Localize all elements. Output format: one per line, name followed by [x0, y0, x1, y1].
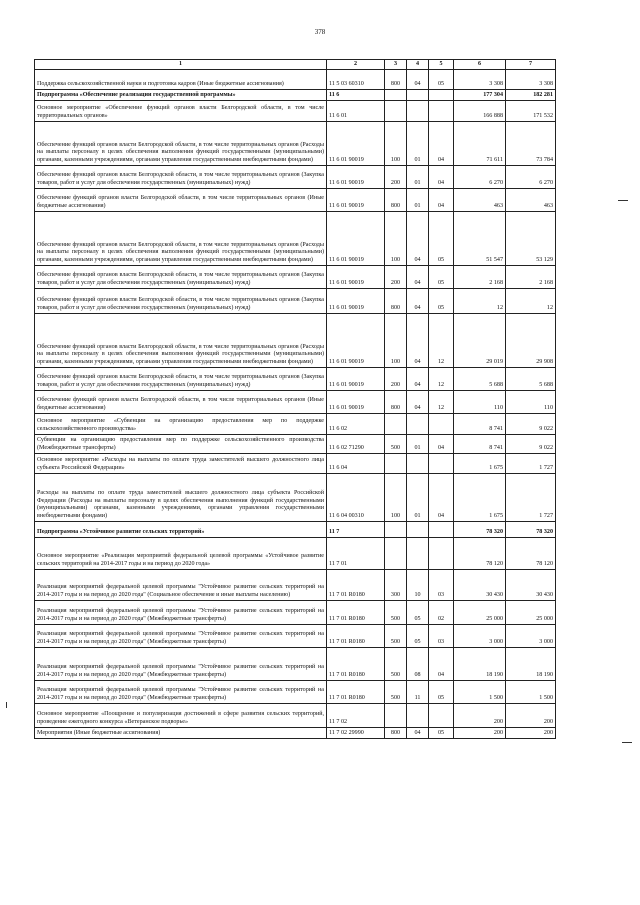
row-vr [385, 538, 407, 570]
row-vr [385, 101, 407, 122]
row-name: Расходы на выплаты по оплате труда заместителей высшего должностного лица субъекта Российской Федерации (Расходы на выплаты персоналу в целях обеспечения выполнения функций государственными (муниципальными) органами, казенными учреждениями, органами управления государственными внебюджетными фондами) [35, 474, 327, 522]
row-sum-1: 200 [454, 704, 506, 728]
row-vr [385, 522, 407, 538]
row-code: 11 7 01 R0180 [327, 648, 385, 681]
budget-table [34, 59, 556, 739]
row-sum-2: 3 000 [506, 625, 556, 648]
row-sum-1: 78 320 [454, 522, 506, 538]
row-sum-1: 12 [454, 289, 506, 314]
row-rz: 04 [407, 266, 429, 289]
row-vr [385, 704, 407, 728]
row-sum-2: 18 190 [506, 648, 556, 681]
header-col-4: 4 [407, 60, 429, 70]
row-sum-2: 9 022 [506, 435, 556, 454]
row-name: Обеспечение функций органов власти Белгородской области, в том числе территориальных органов (Расходы на выплаты персоналу в целях обеспечения выполнения функций государственными (муниципальными) органами, казенными учреждениями, органами управления государственными внебюджетными фондами) [35, 122, 327, 166]
table-row [35, 391, 556, 414]
header-col-1: 1 [35, 60, 327, 70]
table-row [35, 101, 556, 122]
row-name: Субвенции на организацию предоставления мер по поддержке сельскохозяйственного производства (Межбюджетные трансферты) [35, 435, 327, 454]
row-sum-2: 12 [506, 289, 556, 314]
row-pr: 12 [429, 368, 454, 391]
row-sum-2: 1 727 [506, 474, 556, 522]
row-sum-1: 30 430 [454, 570, 506, 601]
row-sum-1: 2 168 [454, 266, 506, 289]
row-sum-2: 3 308 [506, 70, 556, 90]
row-sum-2: 182 281 [506, 90, 556, 101]
table-row [35, 704, 556, 728]
row-code: 11 6 04 [327, 454, 385, 474]
row-rz: 05 [407, 625, 429, 648]
row-rz: 04 [407, 728, 429, 739]
row-rz [407, 414, 429, 435]
row-sum-1: 8 741 [454, 414, 506, 435]
row-pr: 05 [429, 728, 454, 739]
row-name: Обеспечение функций органов власти Белгородской области, в том числе территориальных органов (Закупка товаров, работ и услуг для обеспечения государственных (муниципальных) нужд) [35, 289, 327, 314]
row-pr [429, 414, 454, 435]
table-row [35, 314, 556, 368]
row-rz: 01 [407, 166, 429, 189]
table-row [35, 189, 556, 212]
row-sum-1: 18 190 [454, 648, 506, 681]
row-code: 11 6 01 90019 [327, 266, 385, 289]
row-code: 11 7 01 R0180 [327, 601, 385, 625]
row-rz: 04 [407, 70, 429, 90]
row-rz: 11 [407, 681, 429, 704]
row-pr: 04 [429, 435, 454, 454]
row-sum-2: 30 430 [506, 570, 556, 601]
row-sum-2: 2 168 [506, 266, 556, 289]
row-code: 11 7 [327, 522, 385, 538]
row-name: Поддержка сельскохозяйственной науки и подготовка кадров (Иные бюджетные ассигнования) [35, 70, 327, 90]
table-header-row [35, 60, 556, 70]
row-rz: 04 [407, 314, 429, 368]
row-pr: 05 [429, 289, 454, 314]
row-pr: 12 [429, 391, 454, 414]
row-pr: 04 [429, 122, 454, 166]
row-sum-1: 78 120 [454, 538, 506, 570]
header-col-5: 5 [429, 60, 454, 70]
table-row [35, 212, 556, 266]
row-sum-2: 463 [506, 189, 556, 212]
row-sum-2: 25 000 [506, 601, 556, 625]
row-rz: 10 [407, 570, 429, 601]
row-rz [407, 538, 429, 570]
row-vr: 800 [385, 728, 407, 739]
row-rz [407, 522, 429, 538]
row-name: Реализация мероприятий федеральной целевой программы "Устойчивое развитие сельских территорий на 2014-2017 годы и на период до 2020 года" (Межбюджетные трансферты) [35, 625, 327, 648]
row-name: Обеспечение функций органов власти Белгородской области, в том числе территориальных органов (Закупка товаров, работ и услуг для обеспечения государственных (муниципальных) нужд) [35, 266, 327, 289]
row-sum-1: 166 888 [454, 101, 506, 122]
row-vr: 500 [385, 681, 407, 704]
row-vr: 800 [385, 189, 407, 212]
row-sum-2: 6 270 [506, 166, 556, 189]
table-row [35, 648, 556, 681]
row-pr: 02 [429, 601, 454, 625]
row-sum-1: 6 270 [454, 166, 506, 189]
row-rz: 04 [407, 391, 429, 414]
row-rz: 04 [407, 289, 429, 314]
row-code: 11 6 01 90019 [327, 314, 385, 368]
row-code: 11 7 01 [327, 538, 385, 570]
row-pr [429, 90, 454, 101]
row-sum-1: 3 000 [454, 625, 506, 648]
row-sum-1: 3 308 [454, 70, 506, 90]
row-pr [429, 522, 454, 538]
row-name: Основное мероприятие «Расходы на выплаты по оплате труда заместителей высшего должностного лица субъекта Российской Федерации» [35, 454, 327, 474]
table-row [35, 454, 556, 474]
row-rz [407, 90, 429, 101]
row-sum-1: 8 741 [454, 435, 506, 454]
table-row [35, 414, 556, 435]
row-sum-2: 9 022 [506, 414, 556, 435]
row-code: 11 6 01 90019 [327, 212, 385, 266]
row-code: 11 6 01 90019 [327, 368, 385, 391]
row-code: 11 7 02 [327, 704, 385, 728]
row-name: Обеспечение функций органов власти Белгородской области, в том числе территориальных органов (Расходы на выплаты персоналу в целях обеспечения выполнения функций государственными (муниципальными) органами, казенными учреждениями, органами управления государственными внебюджетными фондами) [35, 212, 327, 266]
table-row [35, 368, 556, 391]
row-pr: 05 [429, 266, 454, 289]
row-pr [429, 454, 454, 474]
row-pr: 03 [429, 625, 454, 648]
row-sum-1: 110 [454, 391, 506, 414]
row-pr: 05 [429, 70, 454, 90]
row-pr: 04 [429, 648, 454, 681]
row-pr: 03 [429, 570, 454, 601]
row-vr: 200 [385, 266, 407, 289]
row-code: 11 6 01 90019 [327, 166, 385, 189]
row-code: 11 6 [327, 90, 385, 101]
row-code: 11 6 01 90019 [327, 391, 385, 414]
table-row [35, 625, 556, 648]
table-row [35, 166, 556, 189]
row-sum-1: 463 [454, 189, 506, 212]
table-row [35, 601, 556, 625]
row-sum-1: 25 000 [454, 601, 506, 625]
row-sum-1: 29 019 [454, 314, 506, 368]
table-row [35, 70, 556, 90]
row-code: 11 5 03 60310 [327, 70, 385, 90]
row-code: 11 7 02 29990 [327, 728, 385, 739]
row-name: Подпрограмма «Обеспечение реализации государственной программы» [35, 90, 327, 101]
table-row [35, 522, 556, 538]
row-code: 11 6 01 90019 [327, 122, 385, 166]
row-rz: 01 [407, 435, 429, 454]
scan-mark [622, 742, 632, 743]
row-sum-2: 73 784 [506, 122, 556, 166]
table-body [35, 70, 556, 739]
row-code: 11 7 01 R0180 [327, 625, 385, 648]
row-vr: 200 [385, 368, 407, 391]
table-row [35, 570, 556, 601]
row-pr [429, 538, 454, 570]
row-pr: 04 [429, 474, 454, 522]
row-code: 11 6 04 00310 [327, 474, 385, 522]
row-rz: 08 [407, 648, 429, 681]
row-sum-2: 78 120 [506, 538, 556, 570]
row-pr: 05 [429, 681, 454, 704]
row-sum-1: 5 688 [454, 368, 506, 391]
row-pr: 04 [429, 166, 454, 189]
row-pr [429, 101, 454, 122]
row-name: Обеспечение функций органов власти Белгородской области, в том числе территориальных органов (Иные бюджетные ассигнования) [35, 189, 327, 212]
header-col-2: 2 [327, 60, 385, 70]
row-vr: 500 [385, 601, 407, 625]
row-code: 11 7 01 R0180 [327, 681, 385, 704]
row-rz [407, 101, 429, 122]
header-col-6: 6 [454, 60, 506, 70]
row-vr: 200 [385, 166, 407, 189]
table-row [35, 289, 556, 314]
row-vr [385, 454, 407, 474]
row-vr: 300 [385, 570, 407, 601]
row-sum-2: 78 320 [506, 522, 556, 538]
table-row [35, 266, 556, 289]
row-code: 11 6 02 [327, 414, 385, 435]
row-code: 11 6 01 90019 [327, 289, 385, 314]
row-pr [429, 704, 454, 728]
row-sum-1: 1 675 [454, 454, 506, 474]
table-row [35, 122, 556, 166]
row-vr: 100 [385, 314, 407, 368]
row-sum-2: 5 688 [506, 368, 556, 391]
row-rz: 04 [407, 212, 429, 266]
header-col-7: 7 [506, 60, 556, 70]
row-code: 11 6 02 71290 [327, 435, 385, 454]
row-rz: 05 [407, 601, 429, 625]
row-rz: 01 [407, 189, 429, 212]
row-name: Обеспечение функций органов власти Белгородской области, в том числе территориальных органов (Закупка товаров, работ и услуг для обеспечения государственных (муниципальных) нужд) [35, 368, 327, 391]
header-col-3: 3 [385, 60, 407, 70]
table-row [35, 474, 556, 522]
row-vr: 800 [385, 70, 407, 90]
row-pr: 05 [429, 212, 454, 266]
row-vr: 100 [385, 474, 407, 522]
row-sum-2: 171 532 [506, 101, 556, 122]
row-pr: 04 [429, 189, 454, 212]
row-vr [385, 90, 407, 101]
row-name: Обеспечение функций органов власти Белгородской области, в том числе территориальных органов (Закупка товаров, работ и услуг для обеспечения государственных (муниципальных) нужд) [35, 166, 327, 189]
row-rz [407, 704, 429, 728]
row-name: Подпрограмма «Устойчивое развитие сельских территорий» [35, 522, 327, 538]
row-name: Реализация мероприятий федеральной целевой программы "Устойчивое развитие сельских территорий на 2014-2017 годы и на период до 2020 года" (Межбюджетные трансферты) [35, 648, 327, 681]
scan-mark [6, 702, 7, 708]
row-sum-2: 1 500 [506, 681, 556, 704]
row-vr [385, 414, 407, 435]
row-name: Основное мероприятие «Поощрение и популяризация достижений в сфере развития сельских территорий, проведение ежегодного конкурса «Ветеранское подворье» [35, 704, 327, 728]
row-name: Обеспечение функций органов власти Белгородской области, в том числе территориальных органов (Расходы на выплаты персоналу в целях обеспечения выполнения функций государственными (муниципальными) органами, казенными учреждениями, органами управления государственными внебюджетными фондами) [35, 314, 327, 368]
row-name: Реализация мероприятий федеральной целевой программы "Устойчивое развитие сельских территорий на 2014-2017 годы и на период до 2020 года" (Межбюджетные трансферты) [35, 601, 327, 625]
row-vr: 800 [385, 391, 407, 414]
row-vr: 800 [385, 289, 407, 314]
row-name: Основное мероприятие «Реализация мероприятий федеральной целевой программы «Устойчивое развитие сельских территорий на 2014-2017 годы и на период до 2020 года» [35, 538, 327, 570]
table-row [35, 435, 556, 454]
page-number: 378 [314, 28, 326, 36]
row-vr: 100 [385, 122, 407, 166]
scan-mark [618, 200, 628, 201]
row-name: Основное мероприятие «Субвенции на организацию предоставления мер по поддержке сельскохозяйственного производства» [35, 414, 327, 435]
row-code: 11 7 01 R0180 [327, 570, 385, 601]
row-sum-1: 71 611 [454, 122, 506, 166]
row-pr: 12 [429, 314, 454, 368]
row-sum-2: 200 [506, 728, 556, 739]
row-sum-2: 200 [506, 704, 556, 728]
row-rz [407, 454, 429, 474]
table-row [35, 538, 556, 570]
row-sum-1: 177 304 [454, 90, 506, 101]
row-sum-2: 110 [506, 391, 556, 414]
row-vr: 500 [385, 625, 407, 648]
table-row [35, 728, 556, 739]
row-name: Мероприятия (Иные бюджетные ассигнования) [35, 728, 327, 739]
table-row [35, 681, 556, 704]
row-sum-2: 1 727 [506, 454, 556, 474]
table-row [35, 90, 556, 101]
row-name: Основное мероприятие «Обеспечение функций органов власти Белгородской области, в том числе территориальных органов» [35, 101, 327, 122]
row-rz: 04 [407, 368, 429, 391]
row-rz: 01 [407, 474, 429, 522]
row-sum-1: 51 547 [454, 212, 506, 266]
row-code: 11 6 01 90019 [327, 189, 385, 212]
row-vr: 100 [385, 212, 407, 266]
row-sum-2: 29 908 [506, 314, 556, 368]
row-name: Обеспечение функций органов власти Белгородской области, в том числе территориальных органов (Иные бюджетные ассигнования) [35, 391, 327, 414]
row-name: Реализация мероприятий федеральной целевой программы "Устойчивое развитие сельских территорий на 2014-2017 годы и на период до 2020 года" (Межбюджетные трансферты) [35, 681, 327, 704]
row-sum-1: 200 [454, 728, 506, 739]
row-name: Реализация мероприятий федеральной целевой программы "Устойчивое развитие сельских территорий на 2014-2017 годы и на период до 2020 года" (Социальное обеспечение и иные выплаты населению) [35, 570, 327, 601]
row-sum-1: 1 675 [454, 474, 506, 522]
row-sum-1: 1 500 [454, 681, 506, 704]
row-sum-2: 53 129 [506, 212, 556, 266]
row-vr: 500 [385, 648, 407, 681]
row-rz: 01 [407, 122, 429, 166]
row-vr: 500 [385, 435, 407, 454]
row-code: 11 6 01 [327, 101, 385, 122]
